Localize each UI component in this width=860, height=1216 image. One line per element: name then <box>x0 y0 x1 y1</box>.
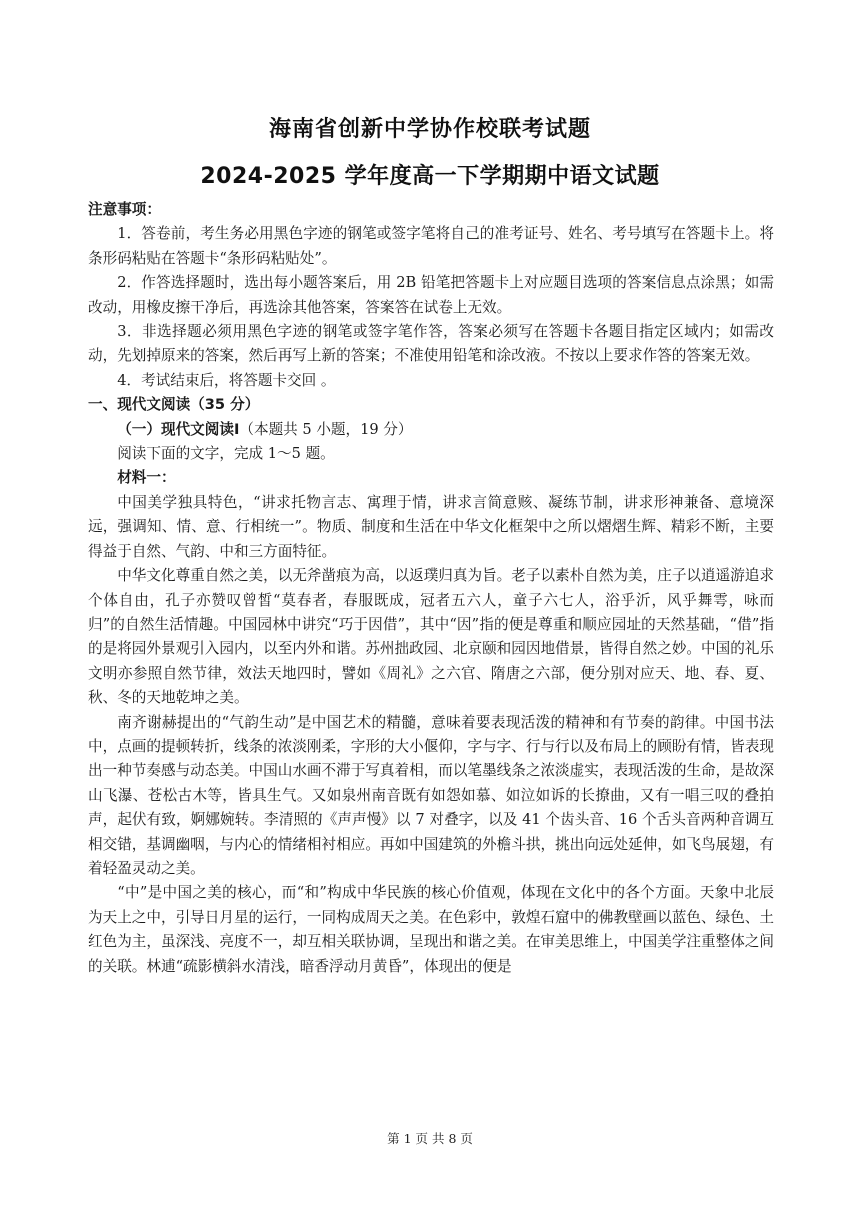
exam-title: 海南省创新中学协作校联考试题 <box>268 117 591 142</box>
subsection-title: （一）现代文阅读Ⅰ <box>117 420 240 438</box>
material-paragraph-1: 中国美学独具特色，“讲求托物言志、寓理于情，讲求言简意赅、凝练节制，讲求形神兼备、意境深远，强调知、情、意、行相统一”。物质、制度和生活在中华文化框架中之所以熠熠生辉、精彩不断，主要得益于自然、气韵、中和三方面特征。 <box>88 493 774 560</box>
subsection-heading <box>88 418 774 442</box>
page-number: 第 1 页 共 8 页 <box>387 1131 473 1146</box>
notice-item-3: 3．非选择题必须用黑色字迹的钢笔或签字笔作答，答案必须写在答题卡各题目指定区域内；如需改动，先划掉原来的答案，然后再写上新的答案；不准使用铅笔和涂改液。不按以上要求作答的答案无效。 <box>88 323 774 365</box>
material-paragraph-3: 南齐谢赫提出的“气韵生动”是中国艺术的精髓，意味着要表现活泼的精神和有节奏的韵律。中国书法中，点画的提顿转折，线条的浓淡刚柔，字形的大小偃仰，字与字、行与行以及布局上的顾盼有情，皆表现出一种节奏感与动态美。中国山水画不滞于写真着相，而以笔墨线条之浓淡虚实，表现活泼的生命，是故深山飞瀑、苍松古木等，皆具生气。又如泉州南音既有如怨如慕、如泣如诉的长撩曲，又有一唱三叹的叠拍声，起伏有致，婀娜婉转。李清照的《声声慢》以 7 对叠字，以及 41 个齿头音、16 个舌头音两种音调互相交错，基调幽咽，与内心的情绪相衬相应。再如中国建筑的外檐斗拱，挑出向远处延伸，如飞鸟展翅，有着轻盈灵动之美。 <box>88 713 774 877</box>
notice-item-2: 2．作答选择题时，选出每小题答案后，用 2B 铅笔把答题卡上对应题目选项的答案信息点涂黑；如需改动，用橡皮擦干净后，再选涂其他答案，答案答在试卷上无效。 <box>88 274 774 316</box>
material-paragraph-2: 中华文化尊重自然之美，以无斧凿痕为高，以返璞归真为旨。老子以素朴自然为美，庄子以逍遥游追求个体自由，孔子亦赞叹曾皙“莫春者，春服既成，冠者五六人，童子六七人，浴乎沂，风乎舞雩，咏而归”的自然生活情趣。中国园林中讲究“巧于因借”，其中“因”指的便是尊重和顺应园址的天然基础，“借”指的是将园外景观引入园内，以至内外和谐。苏州拙政园、北京颐和园因地借景，皆得自然之妙。中国的礼乐文明亦参照自然节律，效法天地四时，譬如《周礼》之六官、隋唐之六部，便分别对应天、地、春、夏、秋、冬的天地乾坤之美。 <box>88 567 774 707</box>
notice-item-1: 1．答卷前，考生务必用黑色字迹的钢笔或签字笔将自己的准考证号、姓名、考号填写在答题卡上。将条形码粘贴在答题卡“条形码粘贴处”。 <box>88 225 774 267</box>
exam-subtitle: 2024-2025 学年度高一下学期期中语文试题 <box>200 164 660 189</box>
section-heading: 一、现代文阅读（35 分） <box>88 396 260 414</box>
notice-item-4: 4．考试结束后，将答题卡交回 。 <box>117 371 336 389</box>
reading-instruction: 阅读下面的文字，完成 1～5 题。 <box>117 445 335 463</box>
material-paragraph-4: “中”是中国之美的核心，而“和”构成中华民族的核心价值观，体现在文化中的各个方面。天象中北辰为天上之中，引导日月星的运行，一同构成周天之美。在色彩中，敦煌石窟中的佛教壁画以蓝色、绿色、土红色为主，虽深浅、亮度不一，却互相关联协调，呈现出和谐之美。在审美思维上，中国美学注重整体之间的关联。林逋“疏影横斜水清浅，暗香浮动月黄昏”，体现出的便是 <box>88 884 774 975</box>
material-label: 材料一： <box>117 469 176 487</box>
subsection-note: （本题共 5 小题，19 分） <box>239 420 413 438</box>
exam-body <box>88 198 774 979</box>
notice-heading: 注意事项： <box>88 201 161 218</box>
